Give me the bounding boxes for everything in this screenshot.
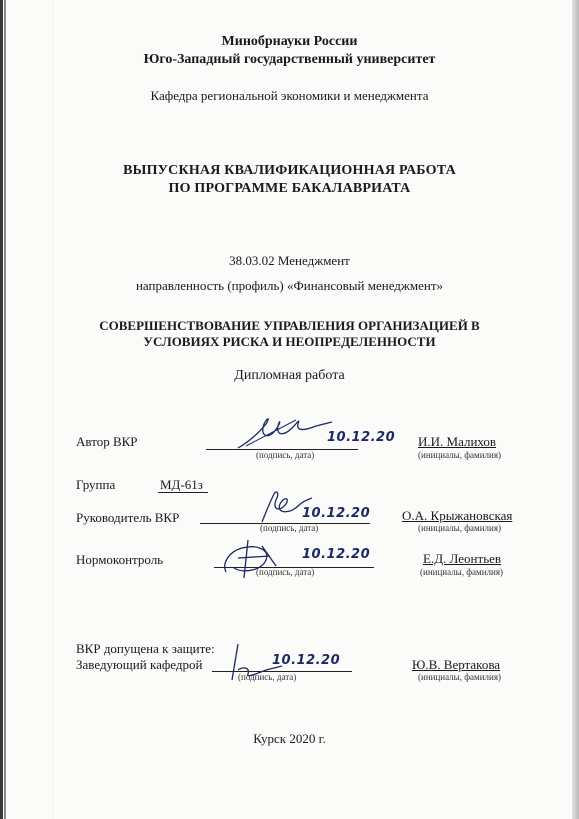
normcontrol-name: Е.Д. Леонтьев bbox=[423, 551, 502, 566]
topic-line2: УСЛОВИЯХ РИСКА И НЕОПРЕДЕЛЕННОСТИ bbox=[143, 334, 436, 349]
group-underline bbox=[158, 492, 208, 493]
normcontrol-name-caption: (инициалы, фамилия) bbox=[420, 567, 503, 577]
admission-name: Ю.В. Вертакова bbox=[412, 657, 501, 672]
supervisor-name-caption: (инициалы, фамилия) bbox=[418, 523, 501, 533]
group-label: Группа bbox=[76, 477, 116, 492]
admission-caption: (подпись, дата) bbox=[238, 672, 297, 682]
work-type-line2: ПО ПРОГРАММЕ БАКАЛАВРИАТА bbox=[168, 181, 411, 196]
supervisor-caption: (подпись, дата) bbox=[260, 523, 319, 533]
supervisor-date: 10.12.20 bbox=[302, 506, 371, 521]
author-signature-icon bbox=[236, 412, 336, 452]
work-type-line1: ВЫПУСКНАЯ КВАЛИФИКАЦИОННАЯ РАБОТА bbox=[123, 163, 456, 178]
author-caption: (подпись, дата) bbox=[256, 450, 315, 460]
scan-edge-right bbox=[572, 0, 579, 819]
ministry-name: Минобрнауки России bbox=[221, 34, 358, 49]
program-code: 38.03.02 Менеджмент bbox=[229, 253, 350, 268]
scan-edge-left bbox=[0, 0, 3, 819]
normcontrol-label: Нормоконтроль bbox=[76, 552, 164, 567]
admission-date: 10.12.20 bbox=[272, 653, 341, 668]
department-name: Кафедра региональной экономики и менеджмента bbox=[150, 88, 429, 103]
admission-label: Заведующий кафедрой bbox=[76, 657, 203, 672]
scan-edge-left-shadow bbox=[4, 0, 6, 819]
supervisor-label: Руководитель ВКР bbox=[76, 510, 180, 525]
supervisor-name: О.А. Крыжановская bbox=[402, 508, 513, 523]
document-kind: Дипломная работа bbox=[234, 368, 345, 383]
binding-crease bbox=[52, 0, 54, 819]
normcontrol-caption: (подпись, дата) bbox=[256, 567, 315, 577]
author-name-caption: (инициалы, фамилия) bbox=[418, 450, 501, 460]
author-date: 10.12.20 bbox=[327, 430, 396, 445]
program-profile: направленность (профиль) «Финансовый менеджмент» bbox=[135, 278, 444, 293]
author-name: И.И. Малихов bbox=[418, 434, 497, 449]
normcontrol-date: 10.12.20 bbox=[302, 547, 371, 562]
group-value: МД-61з bbox=[160, 477, 203, 492]
admission-name-caption: (инициалы, фамилия) bbox=[418, 672, 501, 682]
university-name: Юго-Западный государственный университет bbox=[143, 52, 436, 67]
city-year: Курск 2020 г. bbox=[253, 731, 326, 746]
admission-heading: ВКР допущена к защите: bbox=[76, 641, 215, 656]
author-label: Автор ВКР bbox=[76, 434, 138, 449]
topic-line1: СОВЕРШЕНСТВОВАНИЕ УПРАВЛЕНИЯ ОРГАНИЗАЦИЕЙ В bbox=[99, 318, 480, 333]
